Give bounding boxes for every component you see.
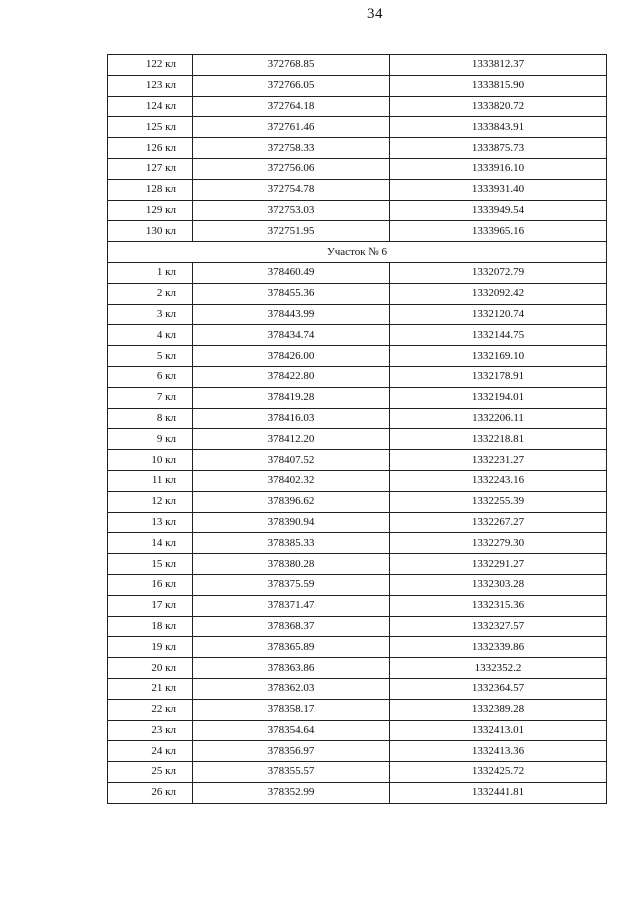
point-cell: 123 кл	[108, 75, 193, 96]
table-row	[108, 658, 607, 679]
table-row	[108, 200, 607, 221]
y-coordinate-cell: 1333931.40	[390, 179, 607, 200]
section-header-row	[108, 242, 607, 263]
x-coordinate-cell: 378402.32	[193, 470, 390, 491]
y-coordinate-cell: 1332413.01	[390, 720, 607, 741]
point-cell: 18 кл	[108, 616, 193, 637]
x-coordinate-cell: 378426.00	[193, 346, 390, 367]
y-coordinate-cell: 1332231.27	[390, 450, 607, 471]
x-coordinate-cell: 378375.59	[193, 574, 390, 595]
y-coordinate-cell: 1332178.91	[390, 366, 607, 387]
point-cell: 24 кл	[108, 741, 193, 762]
table-row	[108, 366, 607, 387]
x-coordinate-cell: 378396.62	[193, 491, 390, 512]
table-row	[108, 678, 607, 699]
table-row	[108, 533, 607, 554]
point-cell: 1 кл	[108, 262, 193, 283]
y-coordinate-cell: 1332072.79	[390, 262, 607, 283]
point-cell: 7 кл	[108, 387, 193, 408]
y-coordinate-cell: 1332339.86	[390, 637, 607, 658]
coordinates-table-body	[108, 55, 607, 804]
table-row	[108, 408, 607, 429]
x-coordinate-cell: 378355.57	[193, 762, 390, 783]
point-cell: 16 кл	[108, 574, 193, 595]
table-row	[108, 574, 607, 595]
point-cell: 128 кл	[108, 179, 193, 200]
x-coordinate-cell: 378419.28	[193, 387, 390, 408]
point-cell: 15 кл	[108, 554, 193, 575]
table-row	[108, 491, 607, 512]
x-coordinate-cell: 378363.86	[193, 658, 390, 679]
table-row	[108, 387, 607, 408]
x-coordinate-cell: 378416.03	[193, 408, 390, 429]
x-coordinate-cell: 378434.74	[193, 325, 390, 346]
y-coordinate-cell: 1332364.57	[390, 678, 607, 699]
table-row	[108, 96, 607, 117]
point-cell: 5 кл	[108, 346, 193, 367]
y-coordinate-cell: 1332279.30	[390, 533, 607, 554]
y-coordinate-cell: 1332303.28	[390, 574, 607, 595]
y-coordinate-cell: 1332315.36	[390, 595, 607, 616]
table-row	[108, 782, 607, 803]
y-coordinate-cell: 1332389.28	[390, 699, 607, 720]
y-coordinate-cell: 1332413.36	[390, 741, 607, 762]
x-coordinate-cell: 378368.37	[193, 616, 390, 637]
x-coordinate-cell: 378354.64	[193, 720, 390, 741]
table-row	[108, 304, 607, 325]
point-cell: 8 кл	[108, 408, 193, 429]
x-coordinate-cell: 372756.06	[193, 158, 390, 179]
point-cell: 25 кл	[108, 762, 193, 783]
y-coordinate-cell: 1332218.81	[390, 429, 607, 450]
y-coordinate-cell: 1332206.11	[390, 408, 607, 429]
table-row	[108, 179, 607, 200]
table-row	[108, 595, 607, 616]
y-coordinate-cell: 1333820.72	[390, 96, 607, 117]
x-coordinate-cell: 378356.97	[193, 741, 390, 762]
point-cell: 2 кл	[108, 283, 193, 304]
point-cell: 20 кл	[108, 658, 193, 679]
point-cell: 3 кл	[108, 304, 193, 325]
table-row	[108, 699, 607, 720]
y-coordinate-cell: 1333916.10	[390, 158, 607, 179]
x-coordinate-cell: 378380.28	[193, 554, 390, 575]
table-row	[108, 554, 607, 575]
table-row	[108, 55, 607, 76]
point-cell: 129 кл	[108, 200, 193, 221]
point-cell: 126 кл	[108, 138, 193, 159]
y-coordinate-cell: 1332092.42	[390, 283, 607, 304]
table-row	[108, 637, 607, 658]
y-coordinate-cell: 1332255.39	[390, 491, 607, 512]
point-cell: 124 кл	[108, 96, 193, 117]
coordinates-table	[107, 54, 607, 804]
x-coordinate-cell: 372764.18	[193, 96, 390, 117]
point-cell: 4 кл	[108, 325, 193, 346]
y-coordinate-cell: 1332441.81	[390, 782, 607, 803]
table-row	[108, 720, 607, 741]
y-coordinate-cell: 1333949.54	[390, 200, 607, 221]
table-row	[108, 741, 607, 762]
x-coordinate-cell: 378412.20	[193, 429, 390, 450]
x-coordinate-cell: 372754.78	[193, 179, 390, 200]
point-cell: 6 кл	[108, 366, 193, 387]
point-cell: 12 кл	[108, 491, 193, 512]
section-title: Участок № 6	[108, 242, 607, 263]
point-cell: 26 кл	[108, 782, 193, 803]
table-row	[108, 616, 607, 637]
table-row	[108, 138, 607, 159]
table-row	[108, 346, 607, 367]
x-coordinate-cell: 378422.80	[193, 366, 390, 387]
table-row	[108, 75, 607, 96]
x-coordinate-cell: 378390.94	[193, 512, 390, 533]
y-coordinate-cell: 1332144.75	[390, 325, 607, 346]
x-coordinate-cell: 378443.99	[193, 304, 390, 325]
point-cell: 9 кл	[108, 429, 193, 450]
table-row	[108, 762, 607, 783]
x-coordinate-cell: 378362.03	[193, 678, 390, 699]
point-cell: 130 кл	[108, 221, 193, 242]
y-coordinate-cell: 1333965.16	[390, 221, 607, 242]
point-cell: 22 кл	[108, 699, 193, 720]
table-row	[108, 470, 607, 491]
point-cell: 23 кл	[108, 720, 193, 741]
point-cell: 125 кл	[108, 117, 193, 138]
x-coordinate-cell: 378358.17	[193, 699, 390, 720]
y-coordinate-cell: 1332243.16	[390, 470, 607, 491]
point-cell: 11 кл	[108, 470, 193, 491]
table-row	[108, 221, 607, 242]
point-cell: 10 кл	[108, 450, 193, 471]
page-number: 34	[367, 6, 383, 22]
y-coordinate-cell: 1332267.27	[390, 512, 607, 533]
y-coordinate-cell: 1333812.37	[390, 55, 607, 76]
x-coordinate-cell: 372761.46	[193, 117, 390, 138]
x-coordinate-cell: 378352.99	[193, 782, 390, 803]
x-coordinate-cell: 378455.36	[193, 283, 390, 304]
point-cell: 17 кл	[108, 595, 193, 616]
x-coordinate-cell: 378460.49	[193, 262, 390, 283]
x-coordinate-cell: 372758.33	[193, 138, 390, 159]
y-coordinate-cell: 1332120.74	[390, 304, 607, 325]
table-row	[108, 325, 607, 346]
point-cell: 21 кл	[108, 678, 193, 699]
x-coordinate-cell: 378371.47	[193, 595, 390, 616]
table-row	[108, 512, 607, 533]
x-coordinate-cell: 378385.33	[193, 533, 390, 554]
x-coordinate-cell: 378365.89	[193, 637, 390, 658]
table-row	[108, 262, 607, 283]
point-cell: 127 кл	[108, 158, 193, 179]
x-coordinate-cell: 372768.85	[193, 55, 390, 76]
y-coordinate-cell: 1332327.57	[390, 616, 607, 637]
y-coordinate-cell: 1332352.2	[390, 658, 607, 679]
x-coordinate-cell: 378407.52	[193, 450, 390, 471]
y-coordinate-cell: 1333815.90	[390, 75, 607, 96]
table-row	[108, 429, 607, 450]
table-row	[108, 450, 607, 471]
y-coordinate-cell: 1333843.91	[390, 117, 607, 138]
table-row	[108, 158, 607, 179]
table-row	[108, 283, 607, 304]
x-coordinate-cell: 372751.95	[193, 221, 390, 242]
table-row	[108, 117, 607, 138]
point-cell: 13 кл	[108, 512, 193, 533]
point-cell: 19 кл	[108, 637, 193, 658]
point-cell: 14 кл	[108, 533, 193, 554]
y-coordinate-cell: 1333875.73	[390, 138, 607, 159]
x-coordinate-cell: 372753.03	[193, 200, 390, 221]
y-coordinate-cell: 1332169.10	[390, 346, 607, 367]
x-coordinate-cell: 372766.05	[193, 75, 390, 96]
point-cell: 122 кл	[108, 55, 193, 76]
y-coordinate-cell: 1332425.72	[390, 762, 607, 783]
y-coordinate-cell: 1332194.01	[390, 387, 607, 408]
y-coordinate-cell: 1332291.27	[390, 554, 607, 575]
